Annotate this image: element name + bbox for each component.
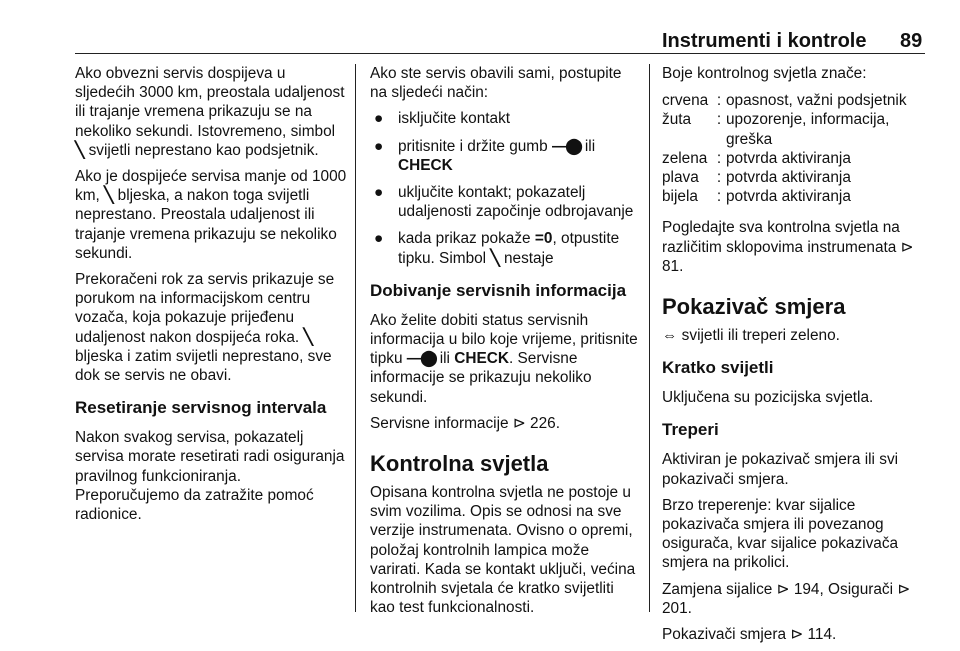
table-row: žuta : upozorenje, informacija, greška [662,111,890,148]
page-reference-icon: ⊳ [790,626,804,644]
paragraph: Aktiviran je pokazivač smjera ili svi pokazivači smjera. [662,451,899,488]
service-wrench-icon: ╲ [75,141,85,159]
list-item: ● isključite kontakt [374,110,511,128]
page-reference-icon: ⊳ [897,580,911,598]
page-reference-icon: ⊳ [900,238,914,256]
paragraph: Ako ste servis obavili sami, postupite na sljedeći način: [370,65,622,102]
section-heading: Kratko svijetli [662,358,774,378]
paragraph: Ako obvezni servis dospijeva u sljedećih 3000 km, preostala udaljenost ili trajanje vremena prikazuju se na nekoliko sekundi. Istovremeno, simbol ╲ svijetli neprestano kao podsjetnik. [75,65,345,159]
header-rule [75,53,925,54]
table-row: bijela : potvrda aktiviranja [662,188,851,206]
key-button-icon: ―⬤ [406,350,436,368]
paragraph: Brzo treperenje: kvar sijalice pokazivača smjera ili povezanog osigurača, kvar sijalice pokazivača smjera na prikolici. [662,496,899,572]
paragraph: Ako je dospijeće servisa manje od 1000 km, ╲ bljeska, a nakon toga svijetli neprestano. Preostala udaljenost ili trajanje vremena prikazuju se nekoliko sekundi. [75,168,347,262]
column-divider [649,64,650,612]
service-wrench-icon: ╲ [303,328,313,346]
paragraph: Zamjena sijalice ⊳ 194, Osigurači ⊳ 201. [662,580,911,617]
page-header [0,0,960,56]
paragraph: Pokazivači smjera ⊳ 114. [662,626,837,644]
steps-list [370,109,640,267]
service-wrench-icon: ╲ [104,187,114,205]
paragraph: Prekoračeni rok za servis prikazuje se porukom na informacijskom centru vozača, koja pokazuje prijeđenu udaljenost nakon dospijeća roka. ╲ bljeska i zatim svijetli neprestano, sve dok se servis ne obavi. [75,271,335,385]
page-reference-icon: ⊳ [776,580,790,598]
page-reference-icon: ⊳ [512,414,526,432]
section-heading: Resetiranje servisnog intervala [75,398,327,418]
header-title: Instrumenti i kontrole [662,30,867,52]
paragraph: Nakon svakog servisa, pokazatelj servisa morate resetirati radi osiguranja pravilnog funkcioniranja. Preporučujemo da zatražite pomoć radionice. [75,429,345,524]
color-meaning-table [662,91,924,206]
turn-signal-icon: ⇔ [662,327,678,345]
paragraph: Opisana kontrolna svjetla ne postoje u svim vozilima. Opis se odnosi na sve verzije instrumenata. Ovisno o opremi, položaj kontrolnih lampica može varirati. Kada se kontakt uključi, većina kontrolnih svjetala će kratko svijetliti kao test funkcionalnosti. [370,484,636,617]
section-heading: Treperi [662,420,719,440]
table-row: crvena : opasnost, važni podsjetnik [662,92,907,110]
list-item: ● uključite kontakt; pokazatelj udaljenosti započinje odbrojavanje [374,184,634,221]
key-button-icon: ―⬤ [551,137,581,155]
service-wrench-icon: ╲ [490,249,500,267]
table-row: plava : potvrda aktiviranja [662,169,851,187]
list-item: ● pritisnite i držite gumb ―⬤ ili CHECK [374,137,596,174]
section-heading: Dobivanje servisnih informacija [370,280,627,300]
column-divider [355,64,356,612]
paragraph: Boje kontrolnog svjetla znače: [662,65,867,82]
column-2 [370,64,640,624]
paragraph: ⇔ svijetli ili treperi zeleno. [662,327,840,345]
table-row: zelena : potvrda aktiviranja [662,149,851,167]
paragraph: Servisne informacije ⊳ 226. [370,414,561,432]
paragraph: Uključena su pozicijska svjetla. [662,389,874,407]
section-title: Pokazivač smjera [662,294,846,320]
page-number: 89 [900,30,923,52]
column-3 [662,64,924,651]
paragraph: Ako želite dobiti status servisnih informacija u bilo koje vrijeme, pritisnite tipku ―⬤ ili CHECK. Servisne informacije se prikazuju nekoliko sekundi. [370,311,638,406]
section-title: Kontrolna svjetla [370,451,549,477]
column-1 [75,64,347,531]
list-item: ● kada prikaz pokaže =0, otpustite tipku. Simbol ╲ nestaje [374,230,620,267]
paragraph: Pogledajte sva kontrolna svjetla na različitim sklopovima instrumenata ⊳ 81. [662,219,914,275]
